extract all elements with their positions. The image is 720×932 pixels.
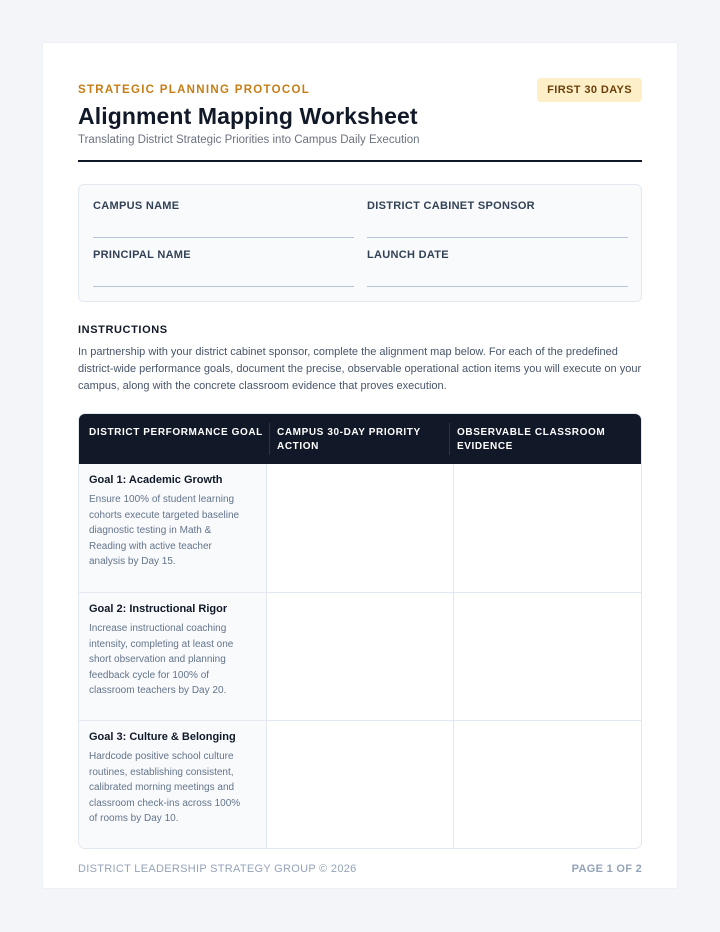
action-cell[interactable] — [267, 721, 454, 848]
evidence-cell[interactable] — [454, 464, 641, 592]
goal-title: Goal 3: Culture & Belonging — [89, 731, 236, 743]
instructions-text: In partnership with your district cabinet sponsor, complete the alignment map below. For each of the predefined district-wide performance goals, document the precise, observable operational action items you will execute on your campus, along with the concrete classroom evidence that proves execution. — [78, 346, 642, 392]
goal-description: Increase instructional coaching intensity, completing at least one short observation and planning feedback cycle for 100% of classroom teachers by Day 20. — [89, 623, 234, 697]
column-header-evidence: OBSERVABLE CLASSROOM EVIDENCE — [457, 427, 606, 452]
sponsor-field[interactable] — [367, 200, 628, 212]
page-subtitle: Translating District Strategic Priorities into Campus Daily Execution — [78, 134, 420, 146]
principal-name-line[interactable] — [93, 286, 354, 287]
page-content — [78, 43, 642, 888]
table-header — [79, 414, 641, 464]
column-header-action: CAMPUS 30-DAY PRIORITY ACTION — [277, 427, 421, 452]
header-divider — [78, 160, 642, 162]
goal-title: Goal 1: Academic Growth — [89, 474, 223, 486]
page-title: Alignment Mapping Worksheet — [78, 103, 418, 129]
campus-info-box — [78, 184, 642, 302]
footer-copyright: DISTRICT LEADERSHIP STRATEGY GROUP © 2026 — [78, 863, 357, 875]
sponsor-label: DISTRICT CABINET SPONSOR — [367, 200, 535, 212]
goal-description: Ensure 100% of student learning cohorts execute targeted baseline diagnostic testing in Math & Reading with active teacher analysis by Day 15. — [89, 494, 240, 568]
launch-date-field[interactable] — [367, 249, 628, 261]
table-row — [79, 592, 641, 720]
principal-name-field[interactable] — [93, 249, 354, 261]
launch-date-line[interactable] — [367, 286, 628, 287]
campus-name-label: CAMPUS NAME — [93, 200, 180, 212]
goal-description: Hardcode positive school culture routines, establishing consistent, calibrated morning meetings and classroom check-ins across 100% of rooms by Day 10. — [89, 751, 241, 825]
page-number: PAGE 1 OF 2 — [571, 863, 642, 875]
protocol-eyebrow: STRATEGIC PLANNING PROTOCOL — [78, 84, 311, 96]
goal-title: Goal 2: Instructional Rigor — [89, 603, 228, 615]
timeframe-badge: FIRST 30 DAYS — [537, 78, 642, 102]
evidence-cell[interactable] — [454, 593, 641, 720]
launch-date-label: LAUNCH DATE — [367, 249, 449, 261]
principal-name-label: PRINCIPAL NAME — [93, 249, 191, 261]
campus-name-line[interactable] — [93, 237, 354, 238]
action-cell[interactable] — [267, 464, 454, 592]
sponsor-line[interactable] — [367, 237, 628, 238]
table-row — [79, 720, 641, 848]
campus-name-field[interactable] — [93, 200, 354, 212]
worksheet-page — [42, 42, 678, 889]
header-divider-1 — [269, 423, 270, 455]
table-row — [79, 464, 641, 592]
goal-cell — [79, 464, 267, 592]
header-divider-2 — [449, 423, 450, 455]
goal-cell — [79, 721, 267, 848]
instructions-heading: INSTRUCTIONS — [78, 324, 168, 336]
column-header-goal: DISTRICT PERFORMANCE GOAL — [89, 427, 263, 438]
alignment-table — [78, 413, 642, 849]
action-cell[interactable] — [267, 593, 454, 720]
evidence-cell[interactable] — [454, 721, 641, 848]
goal-cell — [79, 593, 267, 720]
